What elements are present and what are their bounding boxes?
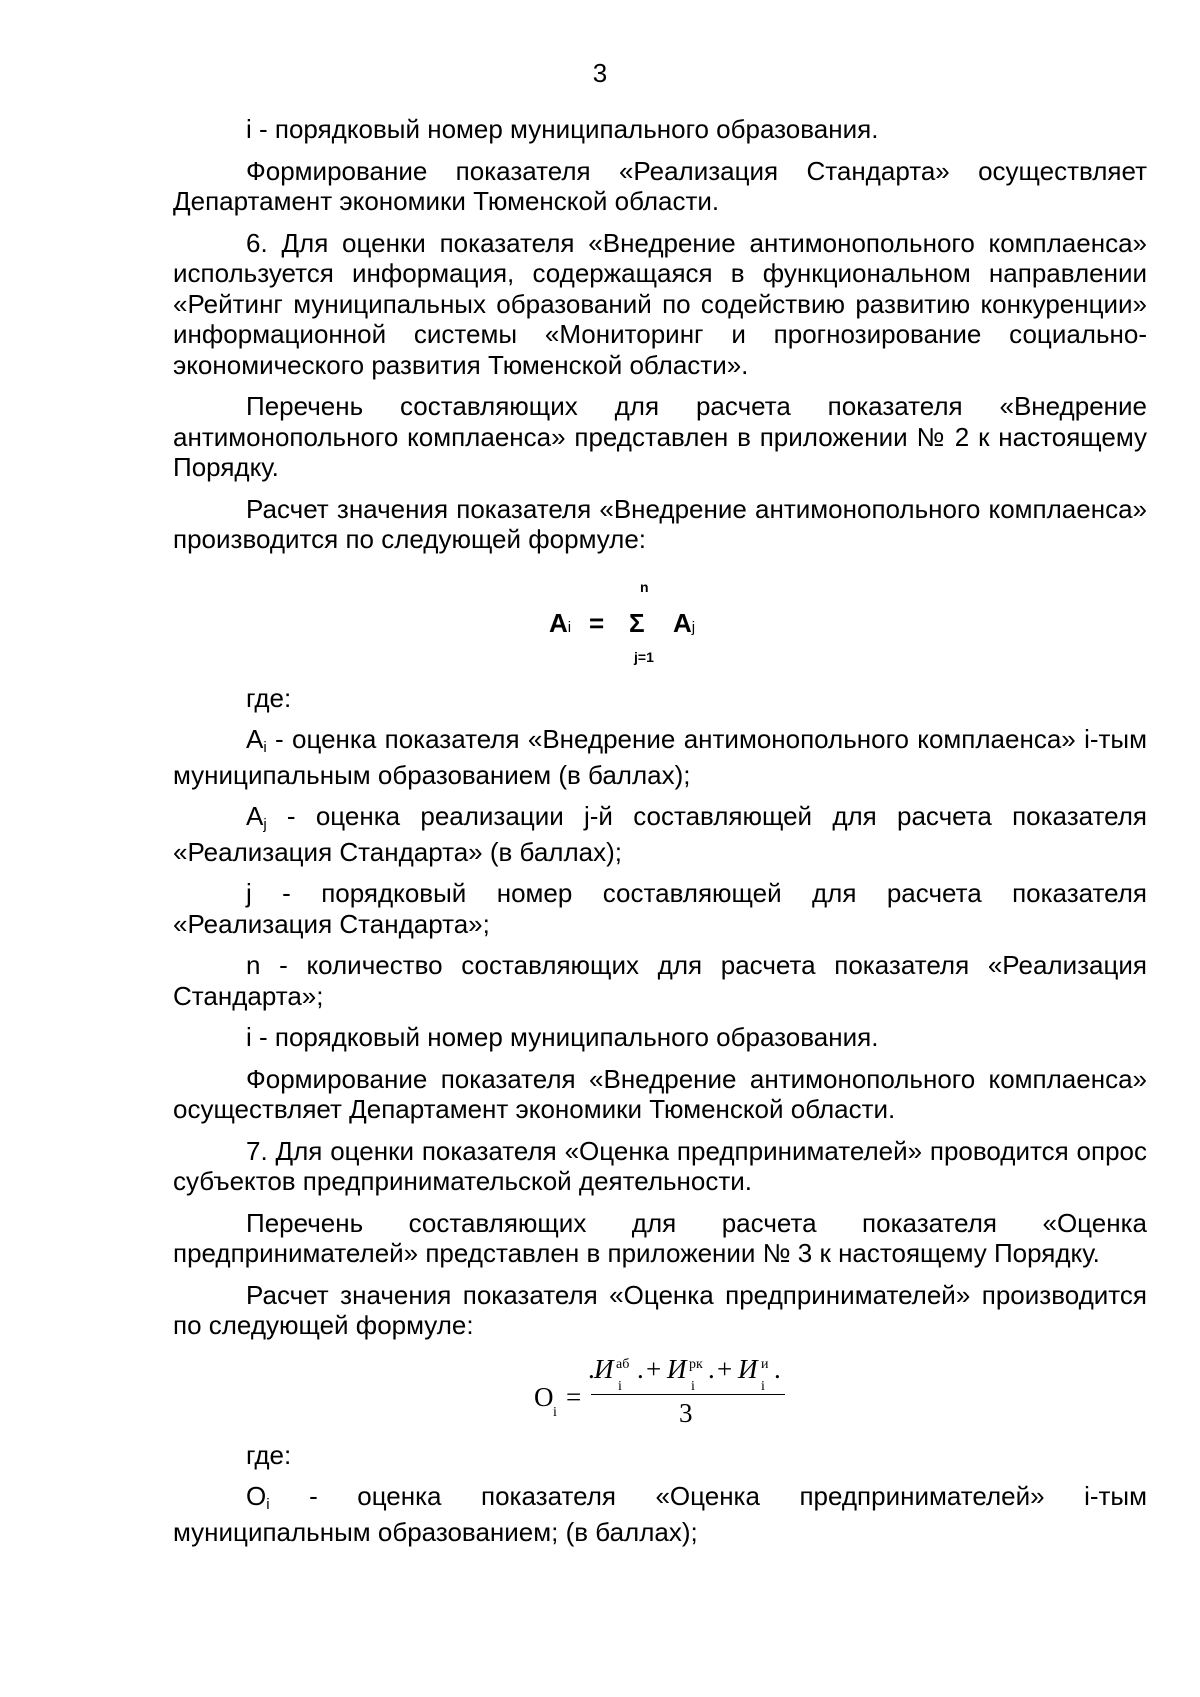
where-label: где: xyxy=(246,1439,292,1470)
formula-lhs: O xyxy=(534,1381,554,1412)
where-label: где: xyxy=(246,682,292,713)
term-ab-superscript: аб xyxy=(616,1356,630,1372)
term-i: И xyxy=(738,1353,758,1384)
term-i-subscript: i xyxy=(761,1378,765,1394)
paragraph: Перечень составляющих для расчета показателя «Внедрение антимонопольного комплаенса» представлен в приложении № 2 к настоящему Порядку. xyxy=(173,391,1147,482)
paragraph: 6. Для оценки показателя «Внедрение антимонопольного комплаенса» используется информация, содержащаяся в функциональном направлении «Рейтинг муниципальных образований по содействию развитию конкуренции» информационной системы «Мониторинг и прогнозирование социально-экономического развития Тюменской области». xyxy=(173,227,1147,380)
paragraph: Расчет значения показателя «Оценка предпринимателей» производится по следующей формуле: xyxy=(173,1279,1147,1340)
denominator: 3 xyxy=(679,1397,693,1428)
paragraph: j - порядковый номер составляющей для расчета показателя «Реализация Стандарта»; xyxy=(173,878,1147,939)
definition-item: Oi - оценка показателя «Оценка предпринимателей» i-тым муниципальным образованием; (в баллах); xyxy=(173,1481,1147,1547)
dot: . xyxy=(588,1353,595,1384)
paragraph: Формирование показателя «Внедрение антимонопольного комплаенса» осуществляет Департамент экономики Тюменской области. xyxy=(173,1063,1147,1124)
paragraph: 7. Для оценки показателя «Оценка предпринимателей» проводится опрос субъектов предпринимательской деятельности. xyxy=(173,1135,1147,1196)
paragraph: i - порядковый номер муниципального образования. xyxy=(246,114,879,144)
sum-lower-limit: j=1 xyxy=(634,648,654,665)
dot: . xyxy=(708,1353,715,1384)
paragraph: i - порядковый номер муниципального образования. xyxy=(246,1022,879,1052)
sigma-symbol: Σ xyxy=(629,607,645,638)
plus-sign: + xyxy=(717,1353,733,1384)
term-rk-subscript: i xyxy=(691,1378,695,1394)
sum-upper-limit: n xyxy=(640,578,649,595)
dot: . xyxy=(637,1353,644,1384)
definition-item: Ai - оценка показателя «Внедрение антимонопольного комплаенса» i-тым муниципальным образованием (в баллах); xyxy=(173,724,1147,790)
term-rk: И xyxy=(667,1353,687,1384)
formula-average xyxy=(173,1352,1147,1436)
definition-item: Aj - оценка реализации j-й составляющей для расчета показателя «Реализация Стандарта» (в баллах); xyxy=(173,801,1147,867)
term-i-superscript: и xyxy=(761,1356,769,1372)
formula-equals: = xyxy=(589,607,605,638)
paragraph: Расчет значения показателя «Внедрение антимонопольного комплаенса» производится по следующей формуле: xyxy=(173,493,1147,554)
formula-rhs: Aj xyxy=(673,607,696,638)
paragraph: Формирование показателя «Реализация Стандарта» осуществляет Департамент экономики Тюменской области. xyxy=(173,155,1147,216)
document-body xyxy=(173,114,1147,1558)
formula-equals: = xyxy=(566,1381,582,1412)
dot: . xyxy=(774,1353,781,1384)
fraction-bar xyxy=(591,1394,785,1395)
formula-lhs-subscript: i xyxy=(553,1404,557,1420)
formula-lhs: Ai xyxy=(549,607,572,638)
paragraph: n - количество составляющих для расчета показателя «Реализация Стандарта»; xyxy=(173,950,1147,1011)
term-rk-superscript: рк xyxy=(689,1356,703,1372)
term-ab-subscript: i xyxy=(618,1378,622,1394)
formula-sum xyxy=(173,566,1147,679)
page-number: 3 xyxy=(592,58,608,88)
term-ab: И xyxy=(594,1353,614,1384)
plus-sign: + xyxy=(646,1353,662,1384)
paragraph: Перечень составляющих для расчета показателя «Оценка предпринимателей» представлен в приложении № 3 к настоящему Порядку. xyxy=(173,1207,1147,1268)
